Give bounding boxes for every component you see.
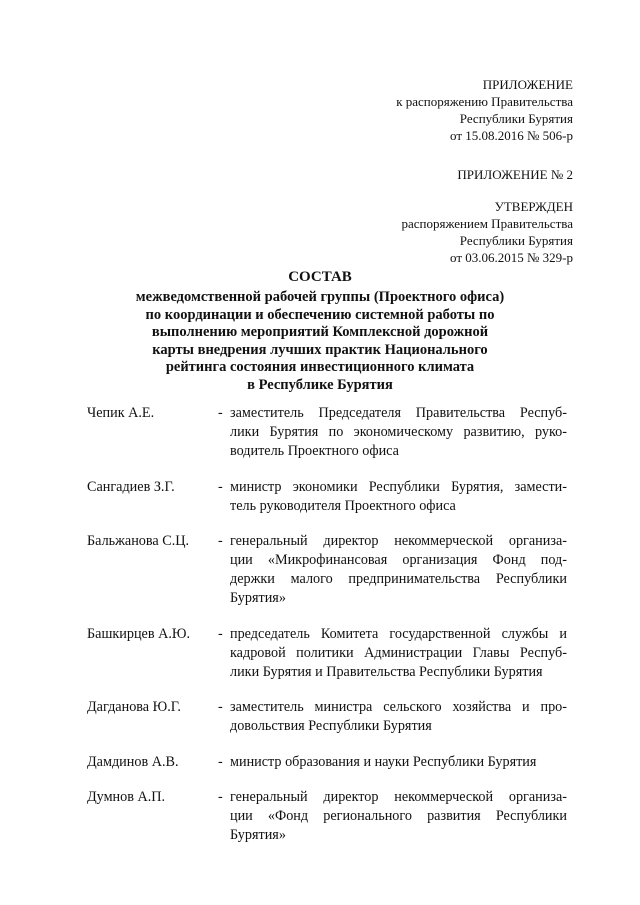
member-role-line: ции «Микрофинансовая организация Фонд под- [230, 552, 567, 568]
approved-line: от 03.06.2015 № 329-р [450, 250, 573, 265]
member-row [87, 788, 567, 845]
member-role-line: председатель Комитета государственной службы и [230, 625, 567, 642]
member-row [87, 404, 567, 461]
member-name: Сангадиев З.Г. [87, 478, 175, 495]
member-role-line: генеральный директор некоммерческой организа- [230, 789, 567, 805]
member-row [87, 625, 567, 682]
members-list [87, 404, 567, 862]
member-dash: - [218, 405, 223, 421]
member-name: Бальжанова С.Ц. [87, 533, 190, 549]
subtitle-line: рейтинга состояния инвестиционного климата [165, 359, 475, 375]
appendix-line: от 15.08.2016 № 506-р [450, 128, 573, 143]
subtitle-line: по координации и обеспечению системной работы по [145, 306, 495, 323]
member-role [230, 698, 567, 736]
member-row [87, 532, 567, 608]
approved-line: распоряжением Правительства [401, 216, 573, 231]
member-role-line: Бурятия» [230, 827, 286, 843]
member-row [87, 698, 567, 736]
member-role-line: Бурятия» [230, 590, 286, 606]
approved-line: Республики Бурятия [459, 233, 573, 248]
member-dash: - [218, 533, 223, 549]
member-dash: - [218, 478, 223, 495]
member-role-line: держки малого предпринимательства Республики [230, 571, 567, 587]
document-subtitle [100, 289, 540, 394]
member-name: Дамдинов А.В. [87, 753, 179, 770]
member-role [230, 532, 567, 608]
member-role-line: министр образования и науки Республики Бурятия [230, 753, 537, 770]
appendix-line: Республики Бурятия [459, 111, 573, 126]
member-row [87, 478, 567, 516]
member-role-line: лики Бурятия по экономическому развитию, руко- [230, 424, 567, 440]
member-name: Думнов А.П. [87, 789, 166, 805]
appendix2-header [457, 166, 573, 183]
member-name: Башкирцев А.Ю. [87, 625, 191, 642]
subtitle-line: выполнению мероприятий Комплексной дорожной [151, 324, 489, 340]
appendix2-label: ПРИЛОЖЕНИЕ № 2 [457, 167, 573, 182]
subtitle-line: в Республике Бурятия [247, 376, 393, 393]
member-role-line: довольствия Республики Бурятия [230, 718, 432, 734]
member-dash: - [218, 789, 223, 805]
member-role-line: тель руководителя Проектного офиса [230, 497, 456, 514]
member-dash: - [218, 625, 223, 642]
appendix-line: к распоряжению Правительства [396, 94, 573, 109]
member-role [230, 478, 567, 516]
member-dash: - [218, 753, 223, 770]
member-role-line: ции «Фонд регионального развития Республики [230, 808, 567, 824]
member-role-line: министр экономики Республики Бурятия, замести- [230, 478, 567, 495]
member-role [230, 404, 567, 461]
member-role-line: лики Бурятия и Правительства Республики Бурятия [230, 663, 543, 680]
subtitle-line: межведомственной рабочей группы (Проектного офиса) [135, 289, 505, 305]
member-role [230, 788, 567, 845]
approved-line: УТВЕРЖДЕН [494, 199, 573, 214]
member-role [230, 753, 567, 772]
approved-header [401, 198, 573, 266]
member-name: Дагданова Ю.Г. [87, 699, 181, 715]
subtitle-line: карты внедрения лучших практик Национального [152, 341, 488, 358]
document-title: СОСТАВ [288, 269, 352, 285]
member-dash: - [218, 699, 223, 715]
member-role-line: заместитель Председателя Правительства Респуб- [230, 405, 567, 421]
appendix-header [396, 76, 573, 144]
member-role-line: кадровой политики Администрации Главы Респуб- [230, 644, 567, 661]
member-role [230, 625, 567, 682]
member-role-line: водитель Проектного офиса [230, 443, 399, 459]
appendix-line: ПРИЛОЖЕНИЕ [482, 77, 573, 92]
member-role-line: заместитель министра сельского хозяйства и про- [230, 699, 567, 715]
member-role-line: генеральный директор некоммерческой организа- [230, 533, 567, 549]
member-row [87, 753, 567, 772]
member-name: Чепик А.Е. [87, 405, 155, 421]
